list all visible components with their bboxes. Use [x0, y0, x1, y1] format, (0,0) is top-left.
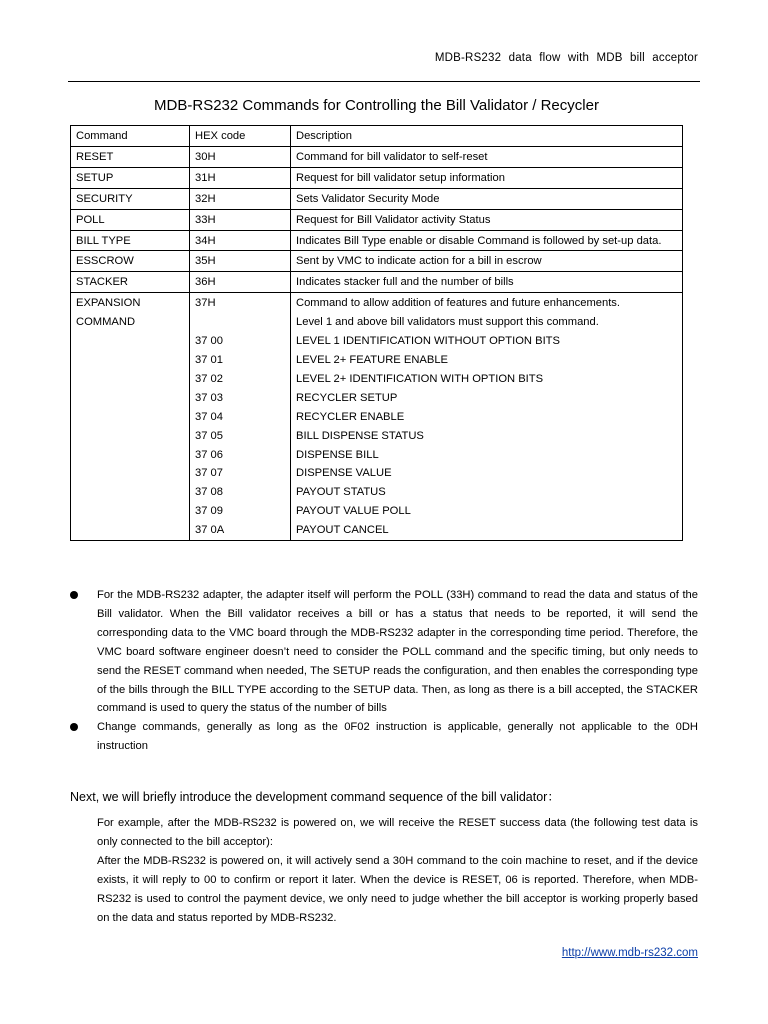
cell-hex: 31H: [190, 167, 291, 188]
expansion-hex-line: 37 07: [195, 467, 223, 480]
column-header-command: Command: [71, 126, 190, 147]
expansion-desc-line: PAYOUT CANCEL: [296, 524, 389, 537]
running-header: MDB-RS232 data flow with MDB bill acceptor: [434, 52, 698, 64]
cell-hex: 33H: [190, 209, 291, 230]
table-row-expansion: [71, 293, 683, 541]
cell-description-expansion: [291, 293, 683, 541]
expansion-desc-line: Command to allow addition of features and future enhancements.: [296, 297, 621, 310]
cell-command: SECURITY: [71, 188, 190, 209]
expansion-hex-line: 37 01: [195, 353, 223, 366]
example-paragraph: For example, after the MDB-RS232 is powered on, we will receive the RESET success data (the following test data is only connected to the bill acceptor):: [97, 817, 698, 848]
commands-table-body: [71, 126, 683, 541]
expansion-hex-line: 37 06: [195, 448, 223, 461]
expansion-desc-line: DISPENSE BILL: [296, 448, 379, 461]
table-header-row: [71, 126, 683, 147]
column-header-description: Description: [291, 126, 683, 147]
cell-command-expansion: [71, 293, 190, 541]
bullet-item: [70, 718, 698, 756]
expansion-desc-line: LEVEL 2+ FEATURE ENABLE: [296, 353, 449, 366]
cell-command: RESET: [71, 146, 190, 167]
expansion-hex-line: 37 00: [195, 335, 223, 348]
cell-hex: 34H: [190, 230, 291, 251]
bullet-dot-icon: [70, 723, 78, 731]
cell-hex: 30H: [190, 146, 291, 167]
expansion-desc-line: BILL DISPENSE STATUS: [296, 429, 424, 442]
bullet-list: [70, 586, 698, 756]
expansion-hex-line: 37 04: [195, 410, 223, 423]
expansion-command-line: COMMAND: [76, 316, 136, 329]
cell-description: Request for bill validator setup information: [291, 167, 683, 188]
cell-hex: 35H: [190, 251, 291, 272]
cell-description: Indicates Bill Type enable or disable Command is followed by set-up data.: [291, 230, 683, 251]
bullet-text: For the MDB-RS232 adapter, the adapter itself will perform the POLL (33H) command to read the data and status of the Bill validator. When the Bill validator receives a bill or has a status that needs to be reported, it will send the corresponding data to the VMC board through the MDB-RS232 adapter in the corresponding time period. Therefore, the VMC board software engineer doesn’t need to consider the POLL command and the specific timing, but only needs to send the RESET command when needed, The SETUP reads the configuration, and then enables the corresponding type of the bills through the BILL TYPE according to the SETUP data. Then, as long as there is a bill accepted, the STACKER command is used to query the status of the number of bills: [97, 589, 698, 715]
website-link[interactable]: http://www.mdb-rs232.com: [561, 947, 698, 959]
cell-description: Request for Bill Validator activity Status: [291, 209, 683, 230]
expansion-desc-line: LEVEL 1 IDENTIFICATION WITHOUT OPTION BITS: [296, 335, 560, 348]
cell-description: Sets Validator Security Mode: [291, 188, 683, 209]
expansion-hex-line: 37 08: [195, 486, 223, 499]
expansion-desc-line: PAYOUT VALUE POLL: [296, 505, 411, 518]
expansion-desc-line: PAYOUT STATUS: [296, 486, 386, 499]
expansion-command-line: EXPANSION: [76, 297, 141, 310]
example-paragraph: After the MDB-RS232 is powered on, it will actively send a 30H command to the coin machine to reset, and if the device exists, it will reply to 00 to confirm or report it later. When the device is RESET, 06 is reported. Therefore, when MDB-RS232 is used to control the payment device, we only need to judge whether the bill acceptor is working properly based on the data and status reported by MDB-RS232.: [97, 854, 698, 924]
column-header-hex: HEX code: [190, 126, 291, 147]
expansion-hex-line: [195, 313, 285, 332]
cell-command: STACKER: [71, 272, 190, 293]
expansion-desc-line: LEVEL 2+ IDENTIFICATION WITH OPTION BITS: [296, 372, 544, 385]
expansion-hex-line: 37 03: [195, 391, 223, 404]
expansion-hex-line: 37 05: [195, 429, 223, 442]
cell-hex-expansion: [190, 293, 291, 541]
bullet-dot-icon: [70, 591, 78, 599]
cell-description: Sent by VMC to indicate action for a bill in escrow: [291, 251, 683, 272]
expansion-hex-line: 37 02: [195, 372, 223, 385]
table-row-bill-type: [71, 230, 683, 251]
bullet-text: Change commands, generally as long as the 0F02 instruction is applicable, generally not applicable to the 0DH instruction: [97, 721, 698, 753]
table-row-security: [71, 188, 683, 209]
bullet-item: [70, 586, 698, 718]
commands-table: [70, 125, 683, 541]
cell-command: BILL TYPE: [71, 230, 190, 251]
header-divider: [68, 81, 700, 82]
table-row-poll: [71, 209, 683, 230]
cell-description: Indicates stacker full and the number of bills: [291, 272, 683, 293]
section-heading: Next, we will briefly introduce the development command sequence of the bill validator：: [70, 790, 560, 804]
expansion-hex-line: 37H: [195, 297, 216, 310]
page-title: MDB-RS232 Commands for Controlling the Bill Validator / Recycler: [154, 97, 599, 114]
expansion-desc-line: RECYCLER ENABLE: [296, 410, 405, 423]
cell-description: Command for bill validator to self-reset: [291, 146, 683, 167]
cell-command: SETUP: [71, 167, 190, 188]
cell-hex: 36H: [190, 272, 291, 293]
cell-hex: 32H: [190, 188, 291, 209]
table-row-escrow: [71, 251, 683, 272]
expansion-desc-line: Level 1 and above bill validators must support this command.: [296, 316, 599, 329]
table-row-setup: [71, 167, 683, 188]
expansion-hex-line: 37 09: [195, 505, 223, 518]
table-row-reset: [71, 146, 683, 167]
example-section: [97, 814, 698, 927]
table-row-stacker: [71, 272, 683, 293]
expansion-hex-line: 37 0A: [195, 524, 225, 537]
cell-command: POLL: [71, 209, 190, 230]
cell-command: ESSCROW: [71, 251, 190, 272]
expansion-desc-line: DISPENSE VALUE: [296, 467, 392, 480]
expansion-desc-line: RECYCLER SETUP: [296, 391, 398, 404]
